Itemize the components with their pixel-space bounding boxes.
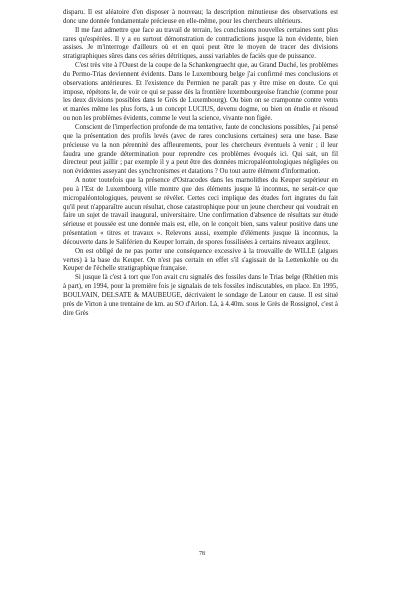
paragraph-1: disparu. Il est aléatoire d'en disposer à nouveau; la description minutieuse des observations est donc une donnée fondamentale précieuse en elle-même, pour les chercheurs ultérieurs.	[63, 9, 338, 25]
body-text	[63, 9, 338, 319]
paragraph-7: Si jusque là c'est à tort que l'on avait cru signalés des fossiles dans le Trias belge (Rhétien mis à part), en 1994, pour la première fois je signalais de tels fossiles indiscutables, en place. En 1995, BOULVAIN, DELSATE & MAUBEUGE, décrivaient le sondage de Latour en cause. Il est situé près de Virton à une trentaine de km. au SO d'Arlon. Là, à 4.40m. sous le Grès de Rossignol, c'est à dire Grès	[63, 274, 338, 317]
paragraph-4: Conscient de l'imperfection profonde de ma tentative, faute de conclusions possibles, j'ai pensé que la présentation des profils levés (avec de rares conclusions certaines) sera une base. Base précieuse vu la non pérennité des affleurements, pour les chercheurs éventuels à venir ; il leur faudra une grande détermination pour reprendre ces problèmes évoqués ici. Qui sait, un fil directeur peut jaillir ; par exemple il y a peut être des données micropaléontologiques négligées ou non évidentes asseyant des synchronismes et datations ? Ou tout autre élément d'information.	[63, 123, 338, 176]
paragraph-2: Il me faut admettre que face au travail de terrain, les conclusions nouvelles certaines sont plus rares qu'espérées. Il y a eu surtout démonstration de contradictions jusque là non évidente, bien assises. Je m'interroge d'ailleurs où et en quoi peut être le moyen de tracer des divisions stratigraphiques sûres dans ces séries détritiques, aussi variables de faciès que de puissance.	[63, 26, 338, 61]
paragraph-6: On est obligé de ne pas porter une conséquence excessive à la trouvaille de WILLE (algues vertes) à la base du Keuper. On n'est pas certain en effet s'il s'agissait de la Lettenkohle ou du Keuper de l'échelle stratigraphique française.	[63, 247, 338, 273]
paragraph-5: A noter toutefois que la présence d'Ostracodes dans les marnolithes du Keuper supérieur en peu à l'Est de Luxembourg ville montre que des éléments jusque là inconnus, ne serait-ce que micropaléontologiques, peuvent se révéler. Certes ceci implique des études fort ingrates du fait qu'il peut n'apparaître aucun résultat, chose catastrophique pour un jeune chercheur qui voudrait en faire un sujet de travail inaugural, universitaire. Une confirmation d'absence de résultats sur étude sérieuse et poussée est une donnée mais est, elle, on le conçoit bien, sans valeur positive dans une présentation « titres et travaux ». Relevons aussi, exemple d'éléments jusque là inconnus, la découverte dans le Saliférien du Keuper lorrain, de spores fossilisées à certains niveaux argileux.	[63, 177, 338, 246]
paragraph-3: C'est très vite à l'Ouest de la coupe de la Schankengraecht que, au Grand Duché, les problèmes du Permo-Trias deviennent évidents. Dans le Luxembourg belge j'ai confirmé mes conclusions et observations antérieures. Et l'existence du Permien ne paraît pas y être mise en doute. Ce qui impose, répétons le, de voir ce qui se passe dès la frontière luxembourgeoise franchie (comme pour les deux divisions possibles dans le Grès de Luxembourg). Ou bien on se cramponne contre vents et marées même les plus forts, à un concept LUCIUS, devenu dogme, ou bien on étudie et résoud ou non les problèmes évidents, comme le veut la science, vivante non figée.	[63, 62, 338, 123]
page-number: 78	[199, 551, 205, 557]
